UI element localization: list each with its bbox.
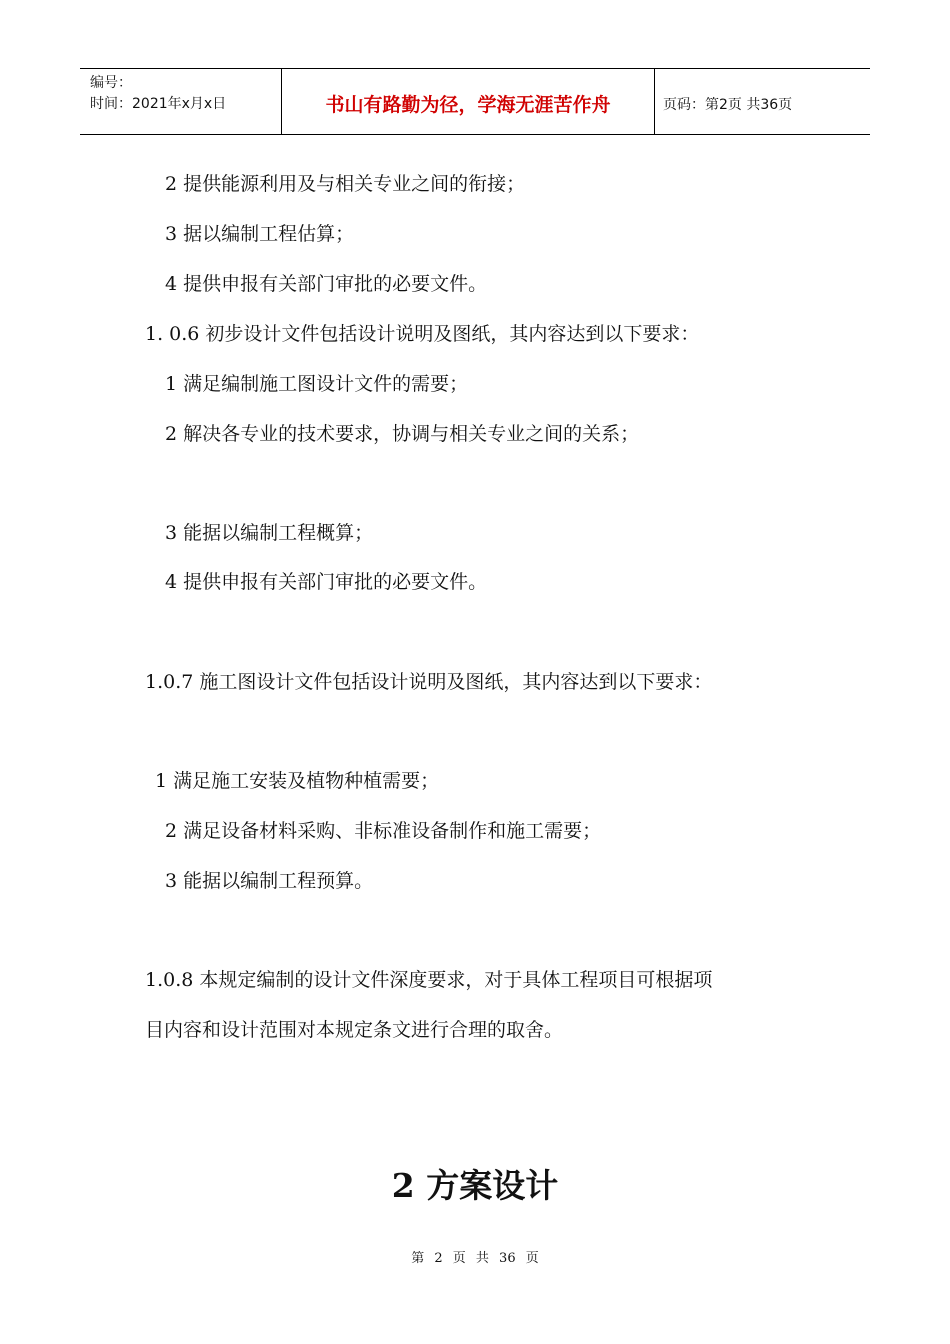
header-page-info: 页码：第2页 共36页 (663, 96, 793, 113)
body-line: 目内容和设计范围对本规定条文进行合理的取舍。 (145, 1019, 564, 1041)
header-meta (80, 69, 282, 134)
section-heading: 2 方案设计 (391, 1166, 559, 1205)
body-line: 3 据以编制工程估算； (165, 223, 355, 245)
body-line: 1.0.7 施工图设计文件包括设计说明及图纸，其内容达到以下要求： (145, 671, 713, 693)
body-line: 3 能据以编制工程预算。 (165, 870, 374, 892)
body-line: 2 解决各专业的技术要求，协调与相关专业之间的关系； (165, 423, 640, 445)
body-line: 3 能据以编制工程概算； (165, 522, 374, 544)
body-line: 2 提供能源利用及与相关专业之间的衔接； (165, 173, 526, 195)
body-line: 4 提供申报有关部门审批的必要文件。 (165, 273, 488, 295)
time-label: 时间：2021年x月x日 (90, 96, 227, 112)
body-line: 1 满足编制施工图设计文件的需要； (165, 373, 469, 395)
header-motto: 书山有路勤为径，学海无涯苦作舟 (282, 69, 655, 134)
page-header (80, 68, 870, 135)
number-label: 编号： (90, 75, 132, 91)
body-line: 1.0.8 本规定编制的设计文件深度要求，对于具体工程项目可根据项 (145, 969, 713, 991)
page-footer: 第 2 页 共 36 页 (411, 1251, 539, 1266)
body-line: 4 提供申报有关部门审批的必要文件。 (165, 571, 488, 593)
body-line: 1 满足施工安装及植物种植需要； (155, 770, 440, 792)
body-line: 1. 0.6 初步设计文件包括设计说明及图纸，其内容达到以下要求： (145, 323, 700, 345)
body-line: 2 满足设备材料采购、非标准设备制作和施工需要； (165, 820, 602, 842)
